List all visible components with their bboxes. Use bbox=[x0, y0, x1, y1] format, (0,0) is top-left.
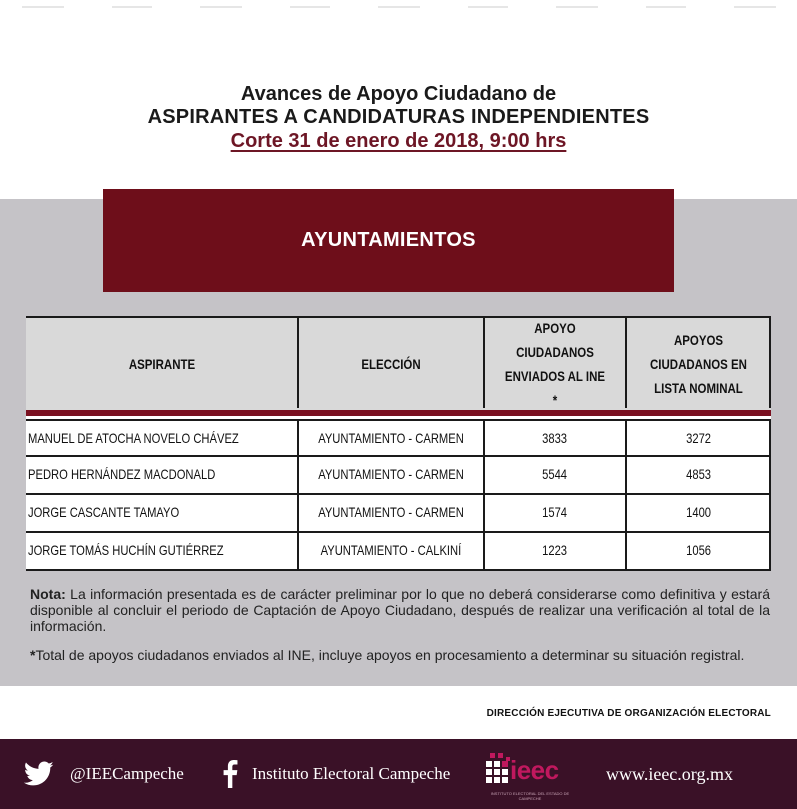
column-header-eleccion: ELECCIÓN bbox=[361, 356, 421, 372]
twitter-handle: @IEECampeche bbox=[70, 764, 184, 783]
page-header bbox=[0, 82, 797, 154]
cell-eleccion: AYUNTAMIENTO - CARMEN bbox=[318, 430, 464, 446]
top-dashes-decoration bbox=[0, 6, 797, 10]
ieec-logo-text: ieec bbox=[510, 755, 559, 785]
header-title-line2: ASPIRANTES A CANDIDATURAS INDEPENDIENTES bbox=[147, 106, 650, 128]
cell-aspirante: JORGE TOMÁS HUCHÍN GUTIÉRREZ bbox=[28, 542, 224, 558]
header-cutoff-date: Corte 31 de enero de 2018, 9:00 hrs bbox=[230, 130, 567, 152]
footer-bar bbox=[0, 739, 797, 809]
section-banner-title: AYUNTAMIENTOS bbox=[301, 229, 476, 251]
facebook-icon bbox=[218, 760, 242, 788]
grid-line bbox=[297, 316, 299, 408]
cell-aspirante: PEDRO HERNÁNDEZ MACDONALD bbox=[28, 466, 216, 482]
disclaimer-note bbox=[30, 586, 770, 634]
asterisk-text: Total de apoyos ciudadanos enviados al INE, incluye apoyos en procesamiento a determinar su situación registral. bbox=[35, 647, 745, 663]
asterisk-mark: * bbox=[30, 647, 36, 663]
column-header-enviados: APOYO CIUDADANOS ENVIADOS AL INE * bbox=[504, 320, 606, 408]
cell-aspirante: MANUEL DE ATOCHA NOVELO CHÁVEZ bbox=[28, 430, 239, 446]
department-label: DIRECCIÓN EJECUTIVA DE ORGANIZACIÓN ELECTORAL bbox=[486, 708, 771, 719]
ieec-logo-subtext: INSTITUTO ELECTORAL DEL ESTADO DE CAMPECHE bbox=[490, 791, 570, 801]
facebook-link[interactable] bbox=[218, 739, 450, 809]
column-header-lista-nominal: APOYOS CIUDADANOS EN LISTA NOMINAL bbox=[650, 332, 747, 396]
website-url: www.ieec.org.mx bbox=[606, 763, 733, 784]
website-link[interactable] bbox=[606, 739, 733, 809]
table-row bbox=[26, 495, 771, 533]
cell-enviados: 1574 bbox=[542, 504, 568, 520]
ieec-logo bbox=[484, 751, 576, 801]
cell-eleccion: AYUNTAMIENTO - CALKINÍ bbox=[320, 542, 462, 558]
grid-line bbox=[483, 316, 485, 408]
asterisk-note bbox=[30, 647, 770, 663]
header-divider bbox=[26, 410, 771, 416]
section-banner bbox=[103, 189, 674, 292]
facebook-name: Instituto Electoral Campeche bbox=[252, 764, 451, 783]
cell-enviados: 5544 bbox=[542, 466, 568, 482]
cell-lista-nominal: 1056 bbox=[686, 542, 711, 558]
table-row bbox=[26, 419, 771, 457]
note-text: La información presentada es de carácter preliminar por lo que no deberá considerarse como definitiva y estará disponible al concluir el periodo de Captación de Apoyo Ciudadano, después de realizar una verificación al total de la información. bbox=[30, 586, 770, 634]
table-row bbox=[26, 457, 771, 495]
note-label: Nota: bbox=[30, 586, 66, 602]
grid-line bbox=[769, 316, 771, 408]
cell-enviados: 3833 bbox=[542, 430, 568, 446]
cell-aspirante: JORGE CASCANTE TAMAYO bbox=[28, 504, 180, 520]
cell-lista-nominal: 3272 bbox=[686, 430, 711, 446]
table-header bbox=[26, 316, 771, 410]
cell-eleccion: AYUNTAMIENTO - CARMEN bbox=[318, 504, 464, 520]
table-row bbox=[26, 533, 771, 571]
grid-line bbox=[625, 316, 627, 408]
results-table bbox=[26, 316, 771, 571]
cell-eleccion: AYUNTAMIENTO - CARMEN bbox=[318, 466, 464, 482]
column-header-aspirante: ASPIRANTE bbox=[128, 356, 196, 372]
twitter-bird-icon bbox=[24, 761, 54, 787]
cell-lista-nominal: 1400 bbox=[686, 504, 711, 520]
cell-enviados: 1223 bbox=[542, 542, 568, 558]
cell-lista-nominal: 4853 bbox=[686, 466, 711, 482]
header-title-line1: Avances de Apoyo Ciudadano de bbox=[240, 83, 557, 105]
twitter-link[interactable] bbox=[24, 739, 184, 809]
